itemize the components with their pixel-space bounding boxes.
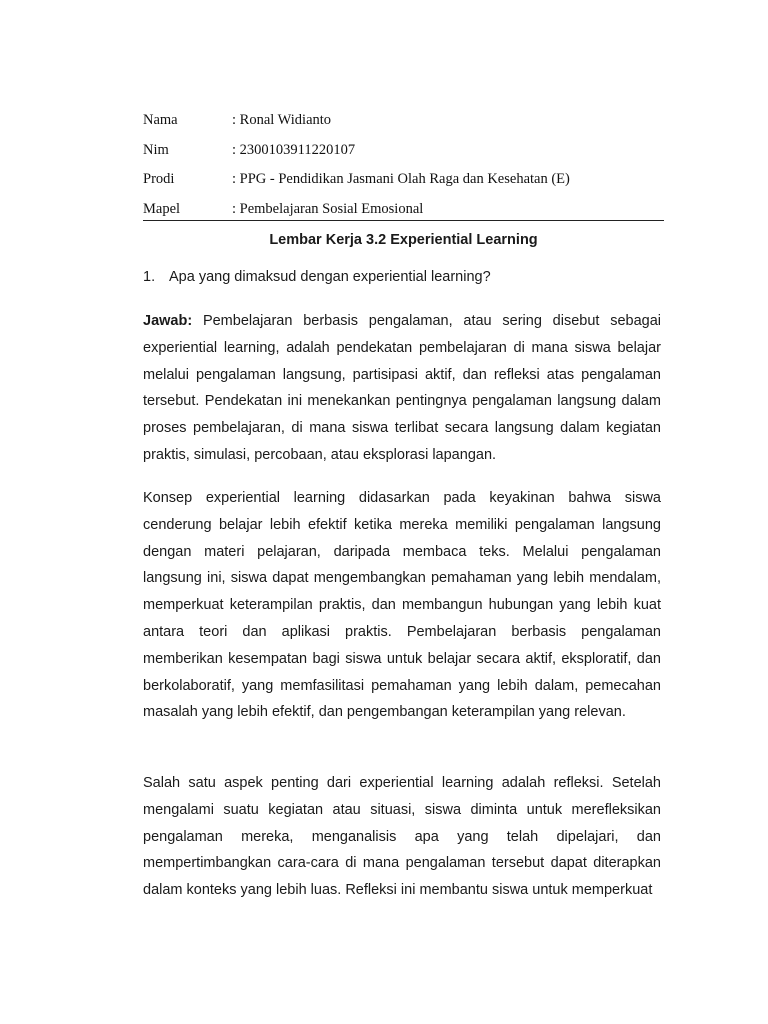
question-text: Apa yang dimaksud dengan experiential learning? bbox=[169, 269, 491, 285]
worksheet-title: Lembar Kerja 3.2 Experiential Learning bbox=[269, 232, 538, 248]
question-number: 1. bbox=[143, 269, 156, 285]
header-divider bbox=[143, 220, 664, 221]
answer-paragraph-3: Salah satu aspek penting dari experiential learning adalah refleksi. Setelah mengalami suatu kegiatan atau situasi, siswa diminta untuk merefleksikan pengalaman mereka, menganalisis apa yang telah dipelajari, dan mempertimbangkan cara-cara di mana pengalaman tersebut dapat diterapkan dalam konteks yang lebih luas. Refleksi ini membantu siswa untuk memperkuat bbox=[143, 775, 661, 899]
student-info-table bbox=[143, 106, 664, 224]
info-value-mapel: : Pembelajaran Sosial Emosional bbox=[232, 200, 424, 217]
info-label-nim: Nim bbox=[143, 141, 169, 158]
info-label-nama: Nama bbox=[143, 112, 178, 129]
answer-paragraph-2: Konsep experiential learning didasarkan pada keyakinan bahwa siswa cenderung belajar lebih efektif ketika mereka memiliki pengalaman langsung dengan materi pelajaran, daripada membaca teks. Melalui pengalaman langsung ini, siswa dapat mengembangkan pemahaman yang lebih mendalam, memperkuat keterampilan praktis, dan membangun hubungan yang lebih kuat antara teori dan aplikasi praktis. Pembelajaran berbasis pengalaman memberikan kesempatan bagi siswa untuk belajar secara aktif, eksploratif, dan berkolaboratif, yang memfasilitasi pemahaman yang lebih dalam, pemecahan masalah yang lebih efektif, dan pengembangan keterampilan yang relevan. bbox=[143, 490, 661, 721]
info-row-prodi bbox=[143, 165, 664, 195]
answer-paragraph-1 bbox=[143, 308, 661, 469]
answer-label: Jawab: bbox=[143, 313, 193, 329]
info-row-nama bbox=[143, 106, 664, 136]
answer-paragraph-1-text: Pembelajaran berbasis pengalaman, atau sering disebut sebagai experiential learning, adalah pendekatan pembelajaran di mana siswa belajar melalui pengalaman langsung, partisipasi aktif, dan refleksi atas pengalaman tersebut. Pendekatan ini menekankan pentingnya pengalaman langsung dalam proses pembelajaran, di mana siswa terlibat secara langsung dalam kegiatan praktis, simulasi, percobaan, atau eksplorasi lapangan. bbox=[143, 313, 661, 463]
info-value-nim: : 2300103911220107 bbox=[232, 141, 356, 158]
question-1 bbox=[143, 267, 664, 287]
info-row-nim bbox=[143, 136, 664, 166]
info-label-prodi: Prodi bbox=[143, 171, 175, 188]
info-label-mapel: Mapel bbox=[143, 200, 181, 217]
info-value-nama: : Ronal Widianto bbox=[232, 112, 332, 129]
info-value-prodi: : PPG - Pendidikan Jasmani Olah Raga dan Kesehatan (E) bbox=[232, 171, 570, 188]
